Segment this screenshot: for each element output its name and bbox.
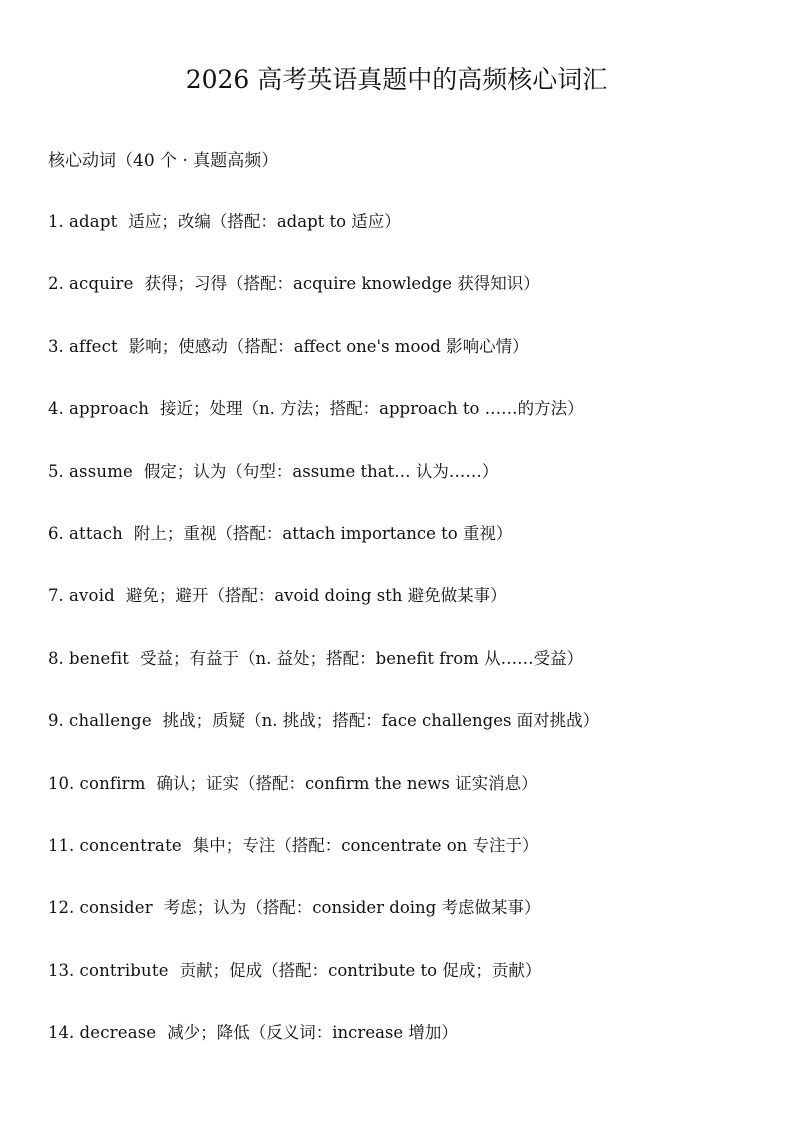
entry-word: benefit — [69, 648, 130, 668]
entry-meaning: 影响；使感动（搭配：affect one's mood 影响心情） — [128, 336, 529, 356]
entry-number: 2. — [48, 274, 64, 294]
entry-meaning: 考虑；认为（搭配：consider doing 考虑做某事） — [163, 898, 541, 918]
list-item — [48, 459, 599, 521]
list-item — [48, 334, 599, 396]
entry-word: decrease — [79, 1023, 157, 1043]
entry-meaning: 接近；处理（n. 方法；搭配：approach to ……的方法） — [159, 399, 584, 419]
list-item — [48, 833, 599, 895]
entry-meaning: 避免；避开（搭配：avoid doing sth 避免做某事） — [125, 586, 507, 606]
entry-meaning: 确认；证实（搭配：confirm the news 证实消息） — [156, 773, 538, 793]
entry-number: 5. — [48, 461, 64, 481]
entry-word: concentrate — [79, 835, 182, 855]
list-item — [48, 646, 599, 708]
entry-word: approach — [69, 399, 150, 419]
entry-number: 4. — [48, 399, 64, 419]
list-item — [48, 958, 599, 1020]
entry-word: confirm — [79, 773, 146, 793]
page-title: 2026 高考英语真题中的高频核心词汇 — [185, 65, 608, 94]
entry-meaning: 获得；习得（搭配：acquire knowledge 获得知识） — [144, 274, 540, 294]
entry-meaning: 适应；改编（搭配：adapt to 适应） — [128, 212, 401, 231]
vocabulary-list — [48, 209, 599, 1082]
entry-number: 7. — [48, 586, 64, 606]
entry-word: affect — [69, 336, 118, 356]
entry-number: 6. — [48, 523, 64, 543]
entry-number: 9. — [48, 711, 64, 731]
entry-number: 8. — [48, 648, 64, 668]
list-item — [48, 895, 599, 957]
list-item — [48, 521, 599, 583]
section-heading: 核心动词（40 个 · 真题高频） — [48, 151, 279, 171]
entry-number: 10. — [48, 773, 75, 793]
entry-meaning: 贡献；促成（搭配：contribute to 促成；贡献） — [179, 960, 542, 980]
list-item — [48, 1020, 599, 1082]
entry-number: 12. — [48, 898, 75, 918]
entry-word: challenge — [69, 711, 152, 731]
entry-word: adapt — [69, 212, 118, 231]
entry-word: avoid — [69, 586, 115, 606]
list-item — [48, 209, 599, 271]
list-item — [48, 396, 599, 458]
entry-word: acquire — [69, 274, 134, 294]
entry-meaning: 集中；专注（搭配：concentrate on 专注于） — [192, 835, 539, 855]
entry-number: 3. — [48, 336, 64, 356]
entry-number: 11. — [48, 835, 75, 855]
entry-meaning: 受益；有益于（n. 益处；搭配：benefit from 从……受益） — [140, 648, 584, 668]
entry-word: consider — [79, 898, 153, 918]
entry-word: contribute — [79, 960, 169, 980]
entry-meaning: 减少；降低（反义词：increase 增加） — [167, 1023, 458, 1043]
list-item — [48, 583, 599, 645]
entry-meaning: 附上；重视（搭配：attach importance to 重视） — [133, 523, 513, 543]
entry-meaning: 挑战；质疑（n. 挑战；搭配：face challenges 面对挑战） — [162, 711, 600, 731]
entry-number: 14. — [48, 1023, 75, 1043]
entry-meaning: 假定；认为（句型：assume that… 认为……） — [143, 461, 499, 481]
entry-word: assume — [69, 461, 134, 481]
list-item — [48, 771, 599, 833]
list-item — [48, 271, 599, 333]
list-item — [48, 708, 599, 770]
entry-word: attach — [69, 523, 124, 543]
entry-number: 1. — [48, 212, 64, 231]
entry-number: 13. — [48, 960, 75, 980]
